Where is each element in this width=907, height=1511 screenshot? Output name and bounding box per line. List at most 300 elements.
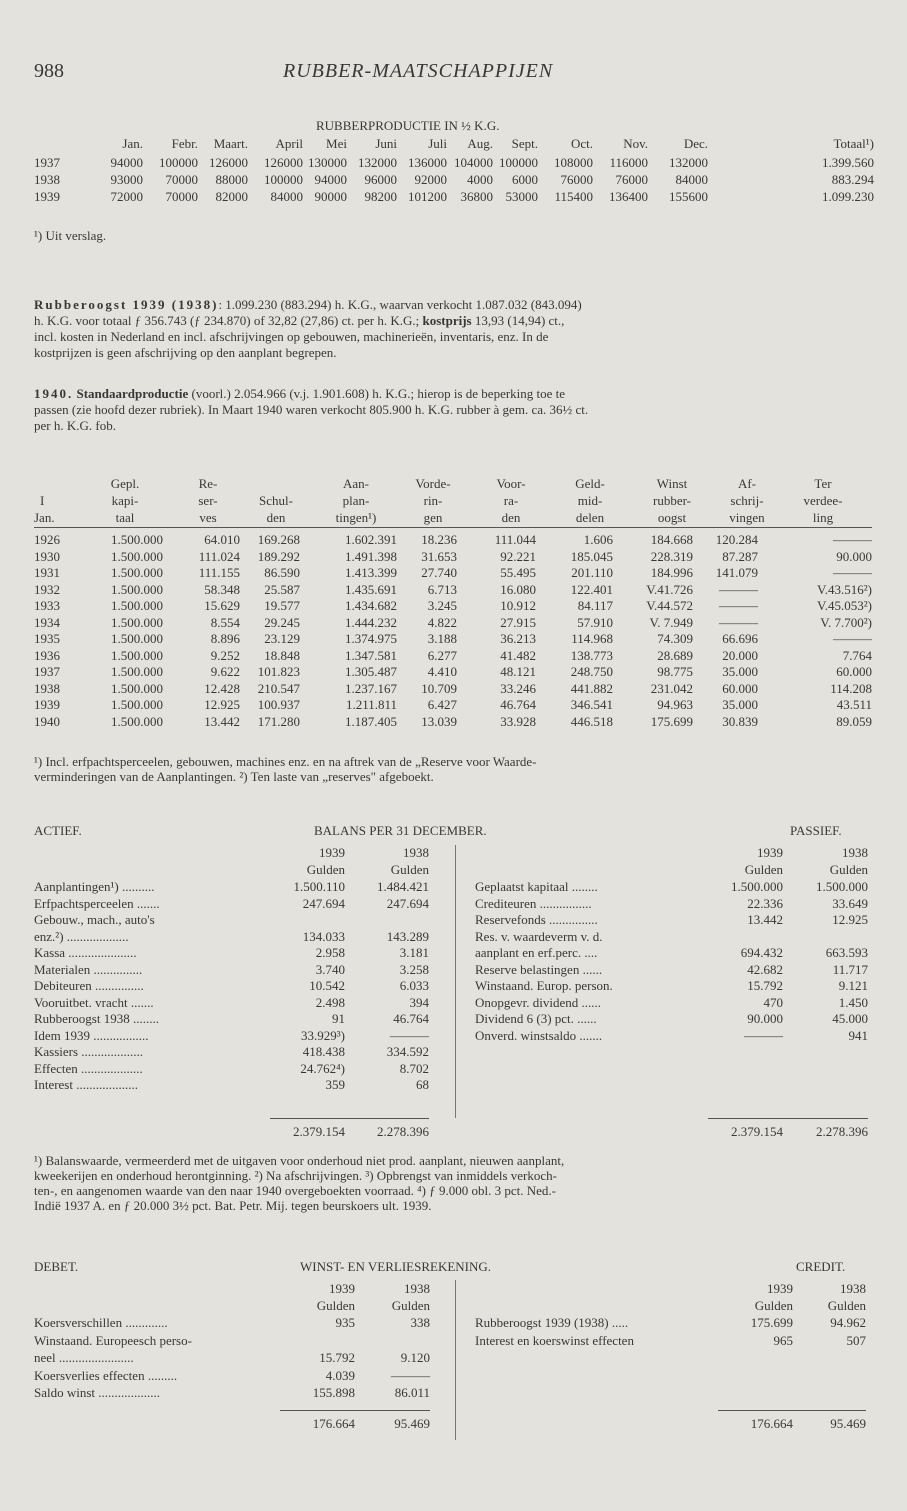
capital-cell: 89.059: [836, 713, 872, 729]
capital-cell: 228.319: [650, 548, 693, 564]
asset-row-value-1938: 68: [416, 1077, 429, 1092]
capital-col-header: oogst: [657, 510, 687, 525]
capital-cell: 122.401: [570, 581, 613, 597]
capital-cell: 8.554: [210, 614, 240, 630]
capital-col-header: Schul-: [259, 493, 293, 508]
asset-row-value-1939: 247.694: [302, 895, 345, 911]
capital-cell: 29.245: [264, 614, 300, 630]
capital-cell: 10.912: [500, 598, 536, 613]
production-cell: 1.099.230: [822, 189, 874, 204]
rubberoogst-label: Rubberoogst 1939 (1938): [34, 297, 219, 312]
capital-cell: 1.187.405: [345, 713, 397, 729]
asset-row-value-1938: 3.258: [399, 961, 429, 977]
capital-cell: 346.541: [570, 697, 613, 712]
production-cell: 155600: [669, 189, 708, 204]
production-cell: 4000: [467, 172, 493, 187]
text-line: 13,93 (14,94) ct.,: [471, 313, 565, 328]
capital-cell: 6.427: [427, 697, 457, 712]
debit-row-value-1939: 155.898: [312, 1385, 355, 1400]
production-cell: 883.294: [831, 172, 874, 187]
total-value: 95.469: [830, 1416, 866, 1431]
capital-cell: 27.740: [421, 565, 457, 580]
production-cell: 76000: [615, 172, 648, 187]
production-cell: 108000: [554, 155, 593, 170]
production-cell: 96000: [364, 172, 397, 187]
capital-col-header: ves: [199, 510, 217, 525]
capital-cell: 13.442: [204, 713, 240, 729]
capital-cell: 25.587: [264, 581, 300, 597]
capital-cell: 28.689: [657, 647, 693, 663]
standaardproductie-label: Standaardproductie: [76, 386, 189, 401]
total-value: 2.278.396: [816, 1124, 868, 1139]
production-col-header: Oct.: [570, 136, 593, 151]
capital-cell: 57.910: [577, 614, 613, 630]
liability-row-label: Reservefonds ...............: [475, 912, 598, 927]
capital-cell: 114.208: [830, 680, 872, 696]
production-cell: 1.399.560: [822, 155, 874, 170]
liability-row: [0, 945, 907, 960]
text-line: h. K.G. voor totaal ƒ 356.743 (ƒ 234.870) of 32,82 (27,86) ct. per h. K.G.;: [34, 313, 423, 328]
capital-col-header: I: [40, 493, 45, 508]
capital-cell: 1.500.000: [111, 713, 163, 729]
capital-cell: 111.155: [198, 565, 240, 580]
capital-year: 1933: [34, 598, 60, 613]
capital-cell: 23.129: [264, 631, 300, 646]
asset-row-value-1938: 143.289: [386, 928, 429, 944]
production-cell: 76000: [560, 172, 593, 187]
asset-row-label: Kassa .....................: [34, 945, 137, 960]
credit-row-value-1938: 507: [846, 1332, 866, 1348]
year-header: 1938: [840, 1281, 866, 1296]
production-col-header: April: [275, 136, 303, 151]
capital-year: 1931: [34, 565, 60, 580]
capital-year: 1934: [34, 614, 60, 630]
asset-row: [0, 1077, 907, 1092]
production-year: 1937: [34, 155, 60, 170]
capital-cell: 4.822: [427, 614, 457, 630]
capital-cell: 446.518: [570, 713, 613, 729]
capital-col-header: Gepl.: [110, 476, 140, 491]
production-cell: 104000: [454, 155, 493, 170]
liability-row-value-1939: 1.500.000: [731, 879, 783, 894]
capital-cell: 6.713: [427, 581, 457, 597]
unit-header: Gulden: [827, 1298, 866, 1313]
capital-cell: 64.010: [204, 532, 240, 547]
liability-row: [0, 1028, 907, 1043]
capital-cell: ———: [719, 614, 758, 630]
capital-cell: 86.590: [264, 565, 300, 580]
capital-cell: 441.882: [570, 680, 613, 696]
balance-right-title: PASSIEF.: [790, 823, 842, 838]
year1940-label: 1940.: [34, 386, 74, 401]
capital-cell: 30.839: [722, 713, 758, 729]
capital-col-header: rubber-: [653, 493, 691, 508]
footnote-line: kweekerijen en onderhoud herontginning. ²) Na afschrijvingen. ³) Opbrengst van inmiddels verkoch-: [34, 1168, 557, 1183]
capital-year: 1926: [34, 532, 60, 547]
liability-row-label: Geplaatst kapitaal ........: [475, 879, 598, 894]
capital-cell: 111.024: [198, 548, 240, 564]
production-cell: 70000: [165, 172, 198, 187]
liability-row-value-1939: 15.792: [747, 978, 783, 993]
production-cell: 100000: [159, 155, 198, 170]
capital-cell: 114.968: [571, 631, 613, 646]
credit-row: [0, 1315, 907, 1330]
capital-col-header: Voor-: [496, 476, 526, 491]
capital-cell: V.41.726: [646, 581, 693, 597]
capital-cell: 111.044: [494, 532, 536, 547]
liability-row-value-1939: ———: [744, 1027, 783, 1043]
year-header: 1938: [404, 1281, 430, 1296]
capital-cell: 8.896: [210, 631, 240, 646]
production-cell: 53000: [505, 189, 538, 204]
capital-cell: ———: [833, 631, 872, 646]
production-row: [0, 155, 907, 171]
liability-row-value-1939: 22.336: [747, 895, 783, 911]
capital-cell: 100.937: [257, 697, 300, 712]
asset-row-value-1938: 394: [409, 994, 429, 1010]
capital-cell: 18.848: [264, 647, 300, 663]
capital-cell: 66.696: [722, 631, 758, 646]
production-header: [0, 136, 907, 152]
capital-cell: 138.773: [570, 647, 613, 663]
capital-row: [0, 582, 907, 597]
capital-cell: 189.292: [257, 548, 300, 564]
capital-cell: 1.435.691: [345, 581, 397, 597]
production-cell: 82000: [215, 189, 248, 204]
capital-cell: 60.000: [722, 680, 758, 696]
debit-row: [0, 1385, 907, 1400]
capital-year: 1936: [34, 647, 60, 663]
capital-cell: V.45.053²): [817, 598, 872, 613]
asset-row-label: Debiteuren ...............: [34, 978, 144, 993]
capital-cell: 27.915: [500, 614, 536, 630]
footnote-line: ¹) Balanswaarde, vermeerderd met de uitgaven voor onderhoud niet prod. aanplant, nieuwen aanplant,: [34, 1153, 565, 1168]
production-col-header: Juni: [375, 136, 397, 151]
asset-row-value-1939: 3.740: [315, 961, 345, 977]
capital-col-header: gen: [423, 510, 443, 525]
text-line: per h. K.G. fob.: [34, 418, 116, 433]
production-cell: 100000: [499, 155, 538, 170]
production-cell: 93000: [110, 172, 143, 187]
capital-cell: 9.622: [210, 664, 240, 679]
capital-cell: 33.928: [500, 713, 536, 729]
production-cell: 84000: [270, 189, 303, 204]
capital-cell: 15.629: [204, 598, 240, 613]
liability-row-label: Winstaand. Europ. person.: [475, 978, 613, 993]
capital-col-header: Aan-: [343, 476, 369, 491]
capital-cell: 55.495: [500, 565, 536, 580]
asset-row: [0, 1061, 907, 1076]
asset-row-label: Rubberoogst 1938 ........: [34, 1011, 159, 1026]
capital-row: [0, 598, 907, 613]
asset-row-value-1938: 1.484.421: [377, 879, 429, 894]
total-value: 2.379.154: [293, 1124, 345, 1139]
asset-row-label: Gebouw., mach., auto's: [34, 912, 155, 927]
debit-row-label: Saldo winst ...................: [34, 1385, 161, 1400]
asset-row-value-1939: 24.762⁴): [300, 1060, 345, 1076]
production-cell: 130000: [308, 155, 347, 170]
asset-row-label: Interest ...................: [34, 1077, 138, 1092]
production-cell: 101200: [408, 189, 447, 204]
asset-row-value-1938: 334.592: [386, 1044, 429, 1059]
debit-row-label: Winstaand. Europeesch perso-: [34, 1332, 192, 1348]
liability-row: [0, 995, 907, 1010]
year-header: 1938: [403, 845, 429, 860]
total-rule: [270, 1118, 429, 1119]
liability-row-value-1938: 12.925: [832, 912, 868, 927]
text-line: (voorl.) 2.054.966 (v.j. 1.901.608) h. K.G.; hierop is de beperking toe te: [188, 386, 566, 401]
credit-row-value-1939: 175.699: [750, 1315, 793, 1330]
production-col-header: Maart.: [213, 136, 248, 151]
capital-cell: 35.000: [722, 664, 758, 679]
capital-cell: 7.764: [842, 647, 872, 663]
asset-row-label: Aanplantingen¹) ..........: [34, 879, 155, 894]
capital-cell: 60.000: [836, 664, 872, 679]
debit-row-value-1939: 935: [335, 1315, 355, 1330]
capital-cell: 248.750: [570, 664, 613, 679]
asset-row-value-1938: 3.181: [399, 945, 429, 960]
rubberoogst-paragraph: [34, 297, 874, 361]
capital-cell: 171.280: [257, 713, 300, 729]
text-line: passen (zie hoofd dezer rubriek). In Maart 1940 waren verkocht 805.900 h. K.G. rubber à gem. ca. 36½ ct.: [34, 402, 589, 417]
asset-row-label: Kassiers ...................: [34, 1044, 144, 1059]
capital-year: 1932: [34, 581, 60, 597]
capital-col-header: mid-: [577, 493, 603, 508]
text-line: incl. kosten in Nederland en incl. afschrijvingen op gebouwen, machinerieën, inventaris, enz. In de: [34, 329, 549, 344]
liability-row-value-1939: 694.432: [740, 945, 783, 960]
production-cell: 100000: [264, 172, 303, 187]
capital-cell: 1.374.975: [345, 631, 397, 646]
liability-row: [0, 912, 907, 927]
liability-row-value-1939: 90.000: [747, 1011, 783, 1026]
year-header: 1939: [767, 1281, 793, 1296]
capital-cell: ———: [719, 581, 758, 597]
production-cell: 94000: [110, 155, 143, 170]
capital-cell: 48.121: [500, 664, 536, 679]
capital-cell: 1.500.000: [111, 697, 163, 712]
credit-row-value-1939: 965: [773, 1332, 793, 1348]
capital-col-header: den: [501, 510, 521, 525]
pl-right-title: CREDIT.: [796, 1259, 846, 1274]
credit-row-label: Interest en koerswinst effecten: [475, 1332, 634, 1348]
liability-row-label: Dividend 6 (3) pct. ......: [475, 1011, 597, 1026]
capital-cell: 1.500.000: [111, 548, 163, 564]
balance-title: BALANS PER 31 DECEMBER.: [314, 823, 487, 838]
page-title: RUBBER-MAATSCHAPPIJEN: [283, 60, 554, 82]
balance-left-title: ACTIEF.: [34, 823, 82, 838]
capital-col-header: Re-: [198, 476, 218, 491]
capital-cell: 141.079: [715, 565, 758, 580]
asset-row-label: Effecten ...................: [34, 1060, 143, 1076]
capital-row: [0, 697, 907, 712]
capital-cell: 1.434.682: [345, 598, 397, 613]
liability-row: [0, 896, 907, 911]
capital-cell: 10.709: [421, 680, 457, 696]
capital-cell: 120.284: [715, 532, 758, 547]
asset-row-value-1939: 134.033: [302, 928, 345, 944]
asset-row-value-1939: 2.498: [315, 994, 345, 1010]
production-cell: 132000: [358, 155, 397, 170]
capital-cell: 3.188: [427, 631, 457, 646]
liability-row-value-1938: 941: [848, 1027, 868, 1043]
capital-cell: 169.268: [257, 532, 300, 547]
unit-header: Gulden: [316, 1298, 355, 1313]
unit-header: Gulden: [390, 862, 429, 877]
capital-cell: 90.000: [836, 548, 872, 564]
capital-cell: 1.305.487: [345, 664, 397, 679]
production-cell: 116000: [609, 155, 648, 170]
capital-cell: 20.000: [722, 647, 758, 663]
liability-row-value-1938: 33.649: [832, 895, 868, 911]
liability-row-label: Res. v. waardeverm v. d.: [475, 928, 603, 944]
production-cell: 136400: [609, 189, 648, 204]
capital-cell: 33.246: [500, 680, 536, 696]
production-cell: 36800: [460, 189, 493, 204]
asset-row-value-1939: 418.438: [302, 1044, 345, 1059]
asset-row-label: enz.²) ...................: [34, 928, 129, 944]
unit-header: Gulden: [754, 1298, 793, 1313]
credit-row-label: Rubberoogst 1939 (1938) .....: [475, 1315, 629, 1330]
production-col-header: Totaal¹): [833, 136, 874, 151]
capital-cell: 1.444.232: [345, 614, 397, 630]
asset-row-value-1939: 91: [332, 1011, 345, 1026]
capital-col-header: kapi-: [111, 493, 139, 508]
capital-row: [0, 714, 907, 729]
capital-col-header: Jan.: [34, 510, 55, 525]
capital-cell: 13.039: [421, 713, 457, 729]
production-row: [0, 172, 907, 188]
capital-cell: 101.823: [257, 664, 300, 679]
capital-year: 1930: [34, 548, 60, 564]
capital-row: [0, 532, 907, 547]
capital-cell: 9.252: [210, 647, 240, 663]
capital-cell: 18.236: [421, 532, 457, 547]
capital-row: [0, 631, 907, 646]
capital-col-header: plan-: [342, 493, 370, 508]
capital-cell: 1.500.000: [111, 647, 163, 663]
production-cell: 115400: [554, 189, 593, 204]
asset-row-value-1938: ———: [390, 1027, 429, 1043]
capital-cell: 19.577: [264, 598, 300, 613]
footnote-line: ¹) Incl. erfpachtsperceelen, gebouwen, machines enz. en na aftrek van de „Reserve voor Waarde-: [34, 754, 537, 769]
capital-cell: 201.110: [571, 565, 613, 580]
capital-cell: 84.117: [577, 598, 613, 613]
production-cell: 98200: [364, 189, 397, 204]
asset-row: [0, 1044, 907, 1059]
capital-cell: 185.045: [570, 548, 613, 564]
capital-year: 1938: [34, 680, 60, 696]
liability-row-label: Reserve belastingen ......: [475, 961, 603, 977]
debit-row-label: Koersverschillen .............: [34, 1315, 168, 1330]
capital-col-header: vingen: [729, 510, 765, 525]
liability-row: [0, 879, 907, 894]
capital-col-header: Winst: [656, 476, 688, 491]
liability-row: [0, 978, 907, 993]
asset-row-value-1938: 46.764: [393, 1011, 429, 1026]
footnote-line: verminderingen van de Aanplantingen. ²) Ten laste van „reserves" afgeboekt.: [34, 769, 434, 784]
capital-row: [0, 549, 907, 564]
liability-row-value-1938: 9.121: [838, 978, 868, 993]
capital-cell: ———: [833, 532, 872, 547]
asset-row-value-1939: 1.500.110: [293, 879, 345, 894]
capital-row: [0, 615, 907, 630]
production-cell: 6000: [512, 172, 538, 187]
capital-cell: 43.511: [836, 697, 872, 712]
asset-row-value-1938: 6.033: [399, 978, 429, 993]
capital-cell: 1.500.000: [111, 664, 163, 679]
production-col-header: Febr.: [171, 136, 198, 151]
total-rule: [280, 1410, 430, 1411]
liability-row-value-1938: 45.000: [832, 1011, 868, 1026]
capital-cell: 1.413.399: [345, 565, 397, 580]
unit-header: Gulden: [391, 1298, 430, 1313]
capital-year: 1939: [34, 697, 60, 712]
capital-year: 1935: [34, 631, 60, 646]
production-year: 1938: [34, 172, 60, 187]
capital-col-header: den: [266, 510, 286, 525]
asset-row-value-1939: 2.958: [315, 945, 345, 960]
production-cell: 90000: [314, 189, 347, 204]
capital-cell: 1.500.000: [111, 565, 163, 580]
production-cell: 126000: [264, 155, 303, 170]
unit-header: Gulden: [306, 862, 345, 877]
capital-cell: 74.309: [657, 631, 693, 646]
capital-cell: 1.347.581: [345, 647, 397, 663]
total-rule: [708, 1118, 868, 1119]
capital-cell: 1.211.811: [345, 697, 397, 712]
capital-col-header: rin-: [423, 493, 443, 508]
capital-cell: V. 7.700²): [820, 614, 872, 630]
capital-cell: 184.668: [650, 532, 693, 547]
capital-row: [0, 565, 907, 580]
capital-col-header: ling: [812, 510, 834, 525]
capital-cell: 1.237.167: [345, 680, 397, 696]
unit-header: Gulden: [829, 862, 868, 877]
capital-cell: 1.606: [583, 532, 613, 547]
capital-cell: 16.080: [500, 581, 536, 597]
year-header: 1939: [319, 845, 345, 860]
total-value: 176.664: [750, 1416, 793, 1431]
liability-row-value-1938: 11.717: [832, 961, 868, 977]
asset-row-label: Erfpachtsperceelen .......: [34, 895, 160, 911]
capital-cell: 3.245: [427, 598, 457, 613]
liability-row-label: Onopgevr. dividend ......: [475, 994, 602, 1010]
capital-col-header: ser-: [198, 493, 218, 508]
production-cell: 72000: [110, 189, 143, 204]
capital-cell: 35.000: [722, 697, 758, 712]
total-value: 2.278.396: [377, 1124, 429, 1139]
asset-row-value-1938: 247.694: [386, 895, 429, 911]
debit-row-value-1938: 9.120: [400, 1350, 430, 1365]
debit-row: [0, 1350, 907, 1365]
production-footnote: ¹) Uit verslag.: [34, 228, 107, 243]
liability-row-label: Crediteuren ................: [475, 895, 592, 911]
capital-col-header: delen: [575, 510, 605, 525]
capital-col-header: verdee-: [803, 493, 843, 508]
production-cell: 92000: [414, 172, 447, 187]
capital-cell: 1.500.000: [111, 532, 163, 547]
capital-col-header: Ter: [814, 476, 832, 491]
liability-row-value-1938: 663.593: [825, 945, 868, 960]
production-col-header: Jan.: [122, 136, 143, 151]
liability-row-label: Onverd. winstsaldo .......: [475, 1027, 603, 1043]
unit-header: Gulden: [744, 862, 783, 877]
total-value: 2.379.154: [731, 1124, 783, 1139]
total-rule: [718, 1410, 866, 1411]
capital-col-header: taal: [115, 510, 135, 525]
capital-cell: 210.547: [257, 680, 300, 696]
production-col-header: Mei: [326, 136, 347, 151]
